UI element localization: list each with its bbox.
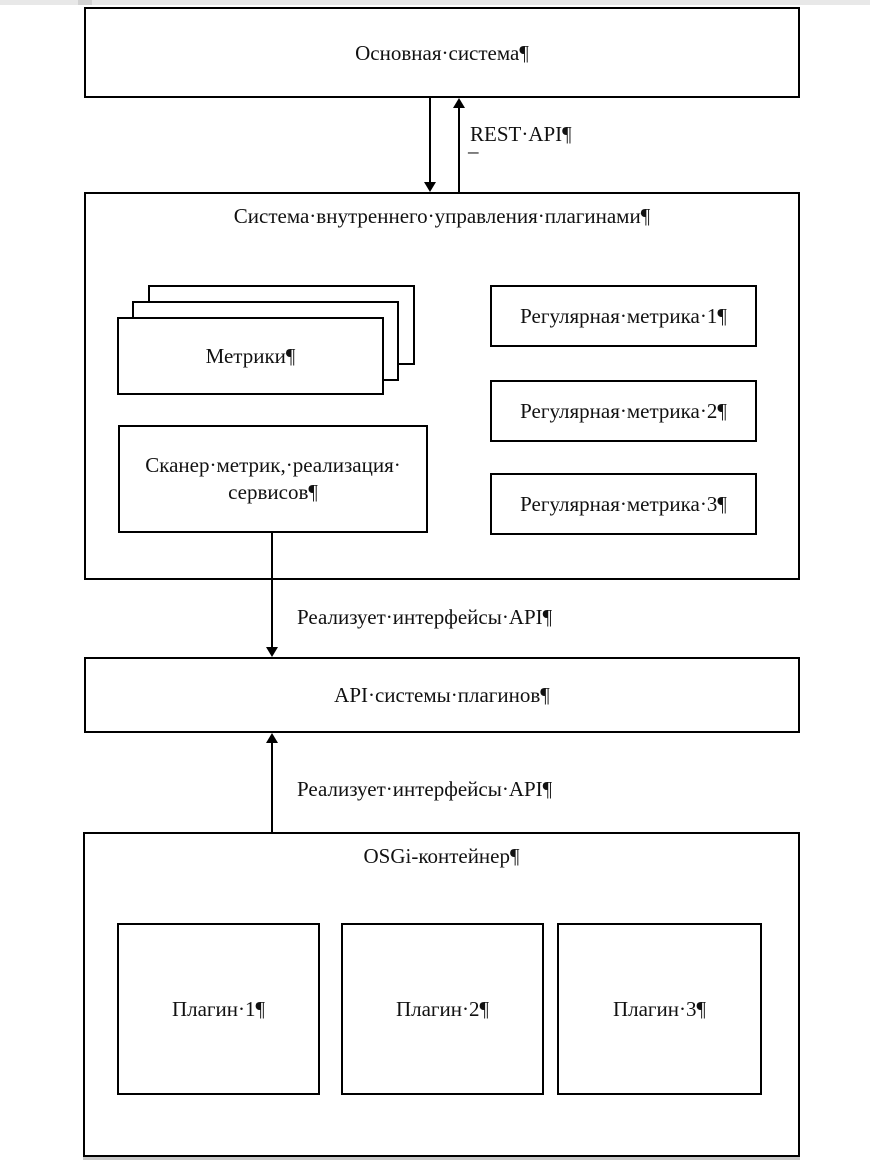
rest-api-label: REST·API¶	[470, 122, 572, 146]
metrics-label: Метрики¶	[205, 344, 296, 368]
regular-metric-label-1: Регулярная·метрика·1¶	[520, 304, 727, 328]
scanner-to-api-line	[271, 533, 273, 647]
implements-api-label-top: Реализует·интерфейсы·API¶	[297, 605, 553, 629]
scanner-label-line1: Сканер·метрик,·реализация·	[145, 453, 401, 477]
implements-api-label-bottom: Реализует·интерфейсы·API¶	[297, 777, 553, 801]
plugin-api-box	[84, 657, 800, 733]
plugin-management-box	[84, 192, 800, 580]
osgi-container-title: OSGi-контейнер¶	[363, 844, 520, 868]
metrics-stack-front	[117, 317, 384, 395]
main-system-label: Основная·система¶	[355, 40, 529, 65]
osgi-to-api-line	[271, 743, 273, 832]
regular-metric-box-3	[490, 473, 757, 535]
scanner-to-api-head-icon	[266, 647, 278, 657]
page-top-edge	[0, 0, 870, 5]
osgi-to-api-head-icon	[266, 733, 278, 743]
plugin-label-2: Плагин·2¶	[395, 997, 490, 1021]
scanner-label-line2: сервисов¶	[228, 480, 318, 504]
plugin-api-label: API·системы·плагинов¶	[334, 683, 550, 707]
plugin-box-1	[117, 923, 320, 1095]
osgi-container-box	[83, 832, 800, 1157]
plugin-box-2	[341, 923, 544, 1095]
arrow-up-line	[458, 108, 460, 192]
plugin-label-1: Плагин·1¶	[171, 997, 266, 1021]
regular-metric-label-3: Регулярная·метрика·3¶	[520, 492, 727, 516]
main-system-box	[84, 7, 800, 98]
arrow-up-head-icon	[453, 98, 465, 108]
regular-metric-box-2	[490, 380, 757, 442]
plugin-box-3	[557, 923, 762, 1095]
regular-metric-box-1	[490, 285, 757, 347]
arrow-down-line	[429, 98, 431, 182]
plugin-label-3: Плагин·3¶	[612, 997, 707, 1021]
arrow-down-head-icon	[424, 182, 436, 192]
page-top-edge-marker	[78, 0, 92, 5]
plugin-management-title: Система·внутреннего·управления·плагинами¶	[233, 204, 651, 228]
scanner-box	[118, 425, 428, 533]
rest-api-dash: –	[468, 139, 479, 163]
regular-metric-label-2: Регулярная·метрика·2¶	[520, 399, 727, 423]
